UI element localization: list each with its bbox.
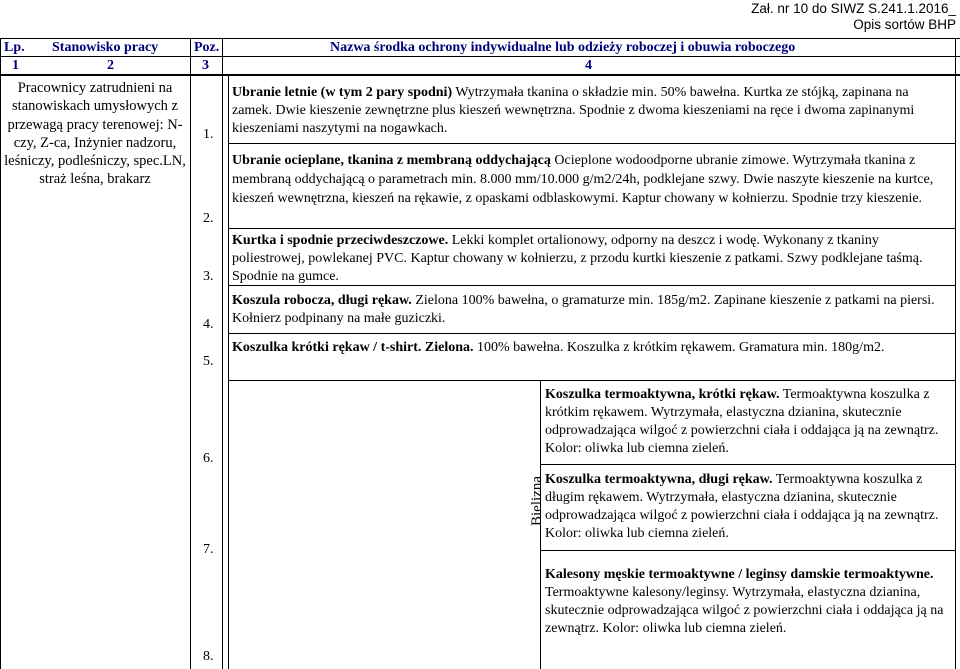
item-title: Koszulka krótki rękaw / t-shirt. Zielona. [232,340,474,355]
column-header-lp: Lp. [4,40,25,55]
item-title: Koszula robocza, długi rękaw. [232,293,412,308]
document-subtitle: Opis sortów BHP [853,17,956,32]
position-number: 5. [203,354,214,369]
item-text: Termoaktywne kalesony/leginsy. Wytrzymała, elastyczna dzianina, skutecznie odprowadzająca wilgoć z powierzchni ciała i oddająca ją na zewnątrz. Kolor: oliwka lub ciemna zieleń. [545,585,944,636]
item-text: 100% bawełna. Koszulka z krótkim rękawem. Gramatura min. 180g/m2. [473,340,885,355]
column-number-3: 3 [202,58,209,73]
item-text: Lekki komplet ortalionowy, odporny na deszcz i wodę. Wykonany z tkaniny poliestrowej, powlekanej PVC. Kaptur chowany w kołnierzu, z przodu kurtki kieszenie z patkami. Szwy podklejane taśmą. Spodnie na gumce. [232,233,923,284]
item-text: Ocieplone wodoodporne ubranie zimowe. Wytrzymała tkanina z membraną oddychającą o parametrach min. 8.000 mm/10.000 g/m2/24h, podklejane szwy. Dwie naszyte kieszenie na kurtce, kieszeń wewnętrzna, kieszeń na rękawie, z opaskami odblaskowymi. Kaptur chowany w kołnierzu. Spodnie trzy kieszenie. [232,153,934,206]
item-description [232,151,952,208]
item-title: Ubranie letnie (w tym 2 pary spodni) [232,85,453,100]
bielizna-label: Bielizna [529,476,545,526]
item-description [232,232,952,286]
column-header-stanowisko: Stanowisko pracy [52,40,159,55]
item-description [232,292,952,328]
item-text: Zielona 100% bawełna, o gramaturze min. 185g/m2. Zapinane kieszenie z patkami na piersi. Kołnierz podpinany na małe guziczki. [232,293,935,326]
position-number: 6. [203,451,214,466]
item-text: Wytrzymała tkanina o składzie min. 50% bawełna. Kurtka ze stójką, zapinana na zamek. Dwie kieszenie zewnętrzne plus kieszeń wewnętrzna. Spodnie z dwoma kieszeniami na ręce i dwoma zapinanymi kieszeniami naszytymi na nogawkach. [232,85,915,136]
column-number-1: 1 [12,58,19,73]
item-description [232,339,952,357]
item-title: Ubranie ocieplane, tkanina z membraną oddychającą [232,153,551,168]
position-number: 8. [203,649,214,664]
item-description [232,84,952,138]
attachment-reference: Zał. nr 10 do SIWZ S.241.1.2016_ [751,1,956,16]
item-text: Termoaktywna koszulka z długim rękawem. Wytrzymała, elastyczna dzianina, skutecznie odprowadzająca wilgoć z powierzchni ciała i oddająca ją na zewnątrz. Kolor: oliwka lub ciemna zieleń. [545,472,939,541]
item-title: Koszulka termoaktywna, długi rękaw. [545,472,773,487]
position-number: 2. [203,211,214,226]
column-header-poz: Poz. [194,40,220,55]
column-number-4: 4 [585,58,592,73]
position-number: 4. [203,317,214,332]
item-text: Termoaktywna koszulka z krótkim rękawem. Wytrzymała, elastyczna dzianina, skutecznie odprowadzająca wilgoć z powierzchni ciała i oddająca ją na zewnątrz. Kolor: oliwka lub ciemna zieleń. [545,387,939,456]
position-number: 3. [203,269,214,284]
worker-positions: Pracownicy zatrudnieni na stanowiskach umysłowych z przewagą pracy terenowej: N-czy, Z-ca, Inżynier nadzoru, leśniczy, podleśniczy, spec.LN, straż leśna, brakarz [4,80,186,188]
position-number: 7. [203,542,214,557]
item-description [545,386,950,458]
item-description [545,471,950,543]
item-title: Kalesony męskie termoaktywne / leginsy damskie termoaktywne. [545,567,934,582]
item-description [545,566,950,638]
position-number: 1. [203,127,214,142]
column-header-nazwa: Nazwa środka ochrony indywidualne lub odzieży roboczej i obuwia roboczego [330,40,796,55]
item-title: Koszulka termoaktywna, krótki rękaw. [545,387,780,402]
column-number-2: 2 [107,58,114,73]
item-title: Kurtka i spodnie przeciwdeszczowe. [232,233,449,248]
